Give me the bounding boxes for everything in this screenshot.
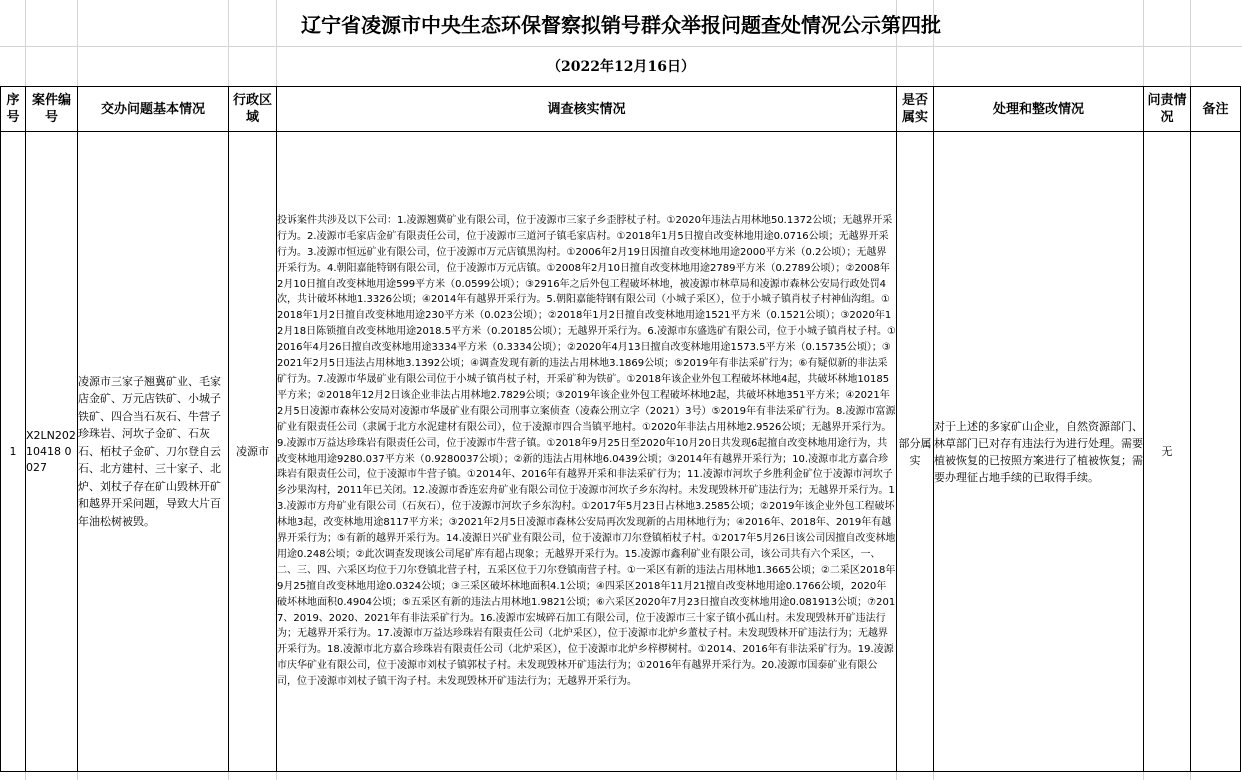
header-remark: 备注	[1191, 87, 1241, 132]
document-title: 辽宁省凌源市中央生态环保督察拟销号群众举报问题查处情况公示第四批	[301, 12, 941, 37]
header-accountability: 问责情况	[1144, 87, 1191, 132]
report-table	[0, 86, 1241, 772]
header-case-no: 案件编号	[26, 87, 78, 132]
cell-investigation: 投诉案件共涉及以下公司：1.凌源翘冀矿业有限公司，位于凌源市三家子乡歪脖杖子村。①2020年违法占用林地50.1372公顷；无越界开采行为。2.凌源市毛家店金矿有限责任公司，位于凌源市三道河子镇毛家店村。①2018年1月5日擅自改变林地用途0.0716公顷；无越界开采行为。3.凌源市恒远矿业有限公司，位于凌源市万元店镇黑沟村。①2006年2月19日因擅自改变林地用途2000平方米（0.2公顷）；无越界开采行为。4.朝阳嘉能特钢有限公司，位于凌源市万元店镇。①2008年2月10日擅自改变林地用途2789平方米（0.2789公顷）；②2008年2月10日擅自改变林地用途599平方米（0.0599公顷）；③2916年之后外包工程破坏林地，被凌源市林草局和凌源市森林公安局行政处罚4次，共计破坏林地1.3326公顷；④2014年有越界开采行为。5.朝阳嘉能特钢有限公司（小城子采区），位于小城子镇肖杖子村神仙沟组。①2018年1月2日擅自改变林地用途230平方米（0.023公顷）；②2018年1月2日擅自改变林地用途1521平方米（0.1521公顷）；③2020年12月18日陈锁擅自改变林地用途2018.5平方米（0.20185公顷）；无越界开采行为。6.凌源市东盛选矿有限公司，位于小城子镇肖杖子村。①2016年4月26日擅自改变林地用途3334平方米（0.3334公顷）；②2020年4月13日擅自改变林地用途1573.5平方米（0.15735公顷）；③2021年2月5日违法占用林地3.1392公顷；④调查发现有新的违法占用林地3.1869公顷；⑤2019年有非法采矿行为；⑥有疑似新的非法采矿行为。7.凌源市华晟矿业有限公司位于小城子镇肖杖子村，开采矿种为铁矿。①2018年该企业外包工程破坏林地4起，共破坏林地10185平方米；②2018年12月2日该企业非法占用林地2.7829公顷；③2019年该企业外包工程破坏林地2起，共破坏林地351平方米；④2021年2月5日凌源市森林公安局对凌源市华晟矿业有限公司刑事立案侦查（凌森公刑立字（2021）3号）⑤2019年有非法采矿行为。8.凌源市富源矿业有限责任公司（隶属于北方水泥建材有限公司），位于凌源市四合当镇平地村。①2020年非法占用林地2.9526公顷；无越界开采行为。9.凌源市万益达珍珠岩有限责任公司，位于凌源市牛营子镇。①2018年9月25日至2020年10月20日共发现6起擅自改变林地用途行为，共改变林地用途9280.037平方米（0.9280037公顷）；②新的违法占用林地6.0439公顷；③2014年有越界开采行为；10.凌源市北方嘉合珍珠岩有限责任公司，位于凌源市牛营子镇。①2014年、2016年有越界开采和非法采矿行为；11.凌源市河坎子乡胜利金矿位于凌源市河坎子乡沙果沟村，2011年已关闭。12.凌源市香连宏舟矿业有限公司位于凌源市河坎子乡东沟村。未发现毁林开矿违法行为；无越界开采行为。13.凌源市方舟矿业有限公司（石灰石），位于凌源市河坎子乡东沟村。①2017年5月23日占林地3.2585公顷；②2019年该企业外包工程破坏林地3起，改变林地用途8117平方米；③2021年2月5日凌源市森林公安局再次发现新的占用林地行为；④2016年、2018年、2019年有越界开采行为；⑤有新的越界开采行为。14.凌源日兴矿业有限公司，位于凌源市刀尔登镇栢杖子村。①2017年5月26日该公司因擅自改变林地用途0.248公顷；②此次调查发现该公司尾矿库有超占现象；无越界开采行为。15.凌源市鑫利矿业有限公司，该公司共有六个采区，一、二、三、四、六采区均位于刀尔登镇北营子村，五采区位于刀尔登镇南营子村。①一采区有新的违法占用林地1.3665公顷；②二采区2018年9月25擅自改变林地用途0.0324公顷；③三采区破坏林地面积4.1公顷；④四采区2018年11月21擅自改变林地用途0.1766公顷，2020年破坏林地面积0.4904公顷；⑤五采区有新的违法占用林地1.9821公顷；⑥六采区2020年7月23日擅自改变林地用途0.081913公顷；⑦2017、2019、2020、2021年有非法采矿行为。16.凌源市宏城碎石加工有限公司，位于凌源市三十家子镇小孤山村。未发现毁林开矿违法行为；无越界开采行为。17.凌源市万益达珍珠岩有限责任公司（北炉采区），位于凌源市北炉乡董杖子村。未发现毁林开矿违法行为；无越界开采行为。18.凌源市北方嘉合珍珠岩有限责任公司（北炉采区），位于凌源市北炉乡梓椤树村。①2014、2016年有非法采矿行为。19.凌源市庆华矿业有限公司，位于凌源市刘杖子镇郭杖子村。未发现毁林开矿违法行为；①2016年有越界开采行为。20.凌源市国泰矿业有限公司，位于凌源市刘杖子镇干沟子村。未发现毁林开矿违法行为；无越界开采行为。	[277, 132, 897, 772]
header-region: 行政区域	[229, 87, 277, 132]
header-verified: 是否属实	[897, 87, 934, 132]
cell-region: 凌源市	[229, 132, 277, 772]
document-date: （2022年12月16日）	[547, 59, 695, 75]
cell-case-no: X2LN20210418 0027	[26, 132, 78, 772]
cell-accountability: 无	[1144, 132, 1191, 772]
header-basic-info: 交办问题基本情况	[78, 87, 229, 132]
table-row	[1, 132, 1241, 772]
cell-verified: 部分属实	[897, 132, 934, 772]
header-row	[1, 87, 1241, 132]
cell-handling: 对于上述的多家矿山企业，自然资源部门、林草部门已对存有违法行为进行处理。需要植被恢复的已按照方案进行了植被恢复；需要办理征占地手续的已取得手续。	[934, 132, 1144, 772]
header-handling: 处理和整改情况	[934, 87, 1144, 132]
cell-remark	[1191, 132, 1241, 772]
cell-seq: 1	[1, 132, 26, 772]
header-investigation: 调查核实情况	[277, 87, 897, 132]
cell-basic-info: 凌源市三家子翘冀矿业、毛家店金矿、万元店铁矿、小城子铁矿、四合当石灰石、牛营子珍珠岩、河坎子金矿、石灰石、栢杖子金矿、刀尔登自云石、北方建村、三十家子、北炉、刘杖子存在矿山毁林开矿和越界开采问题，导致大片百年油松树被毁。	[78, 132, 229, 772]
header-seq: 序号	[1, 87, 26, 132]
